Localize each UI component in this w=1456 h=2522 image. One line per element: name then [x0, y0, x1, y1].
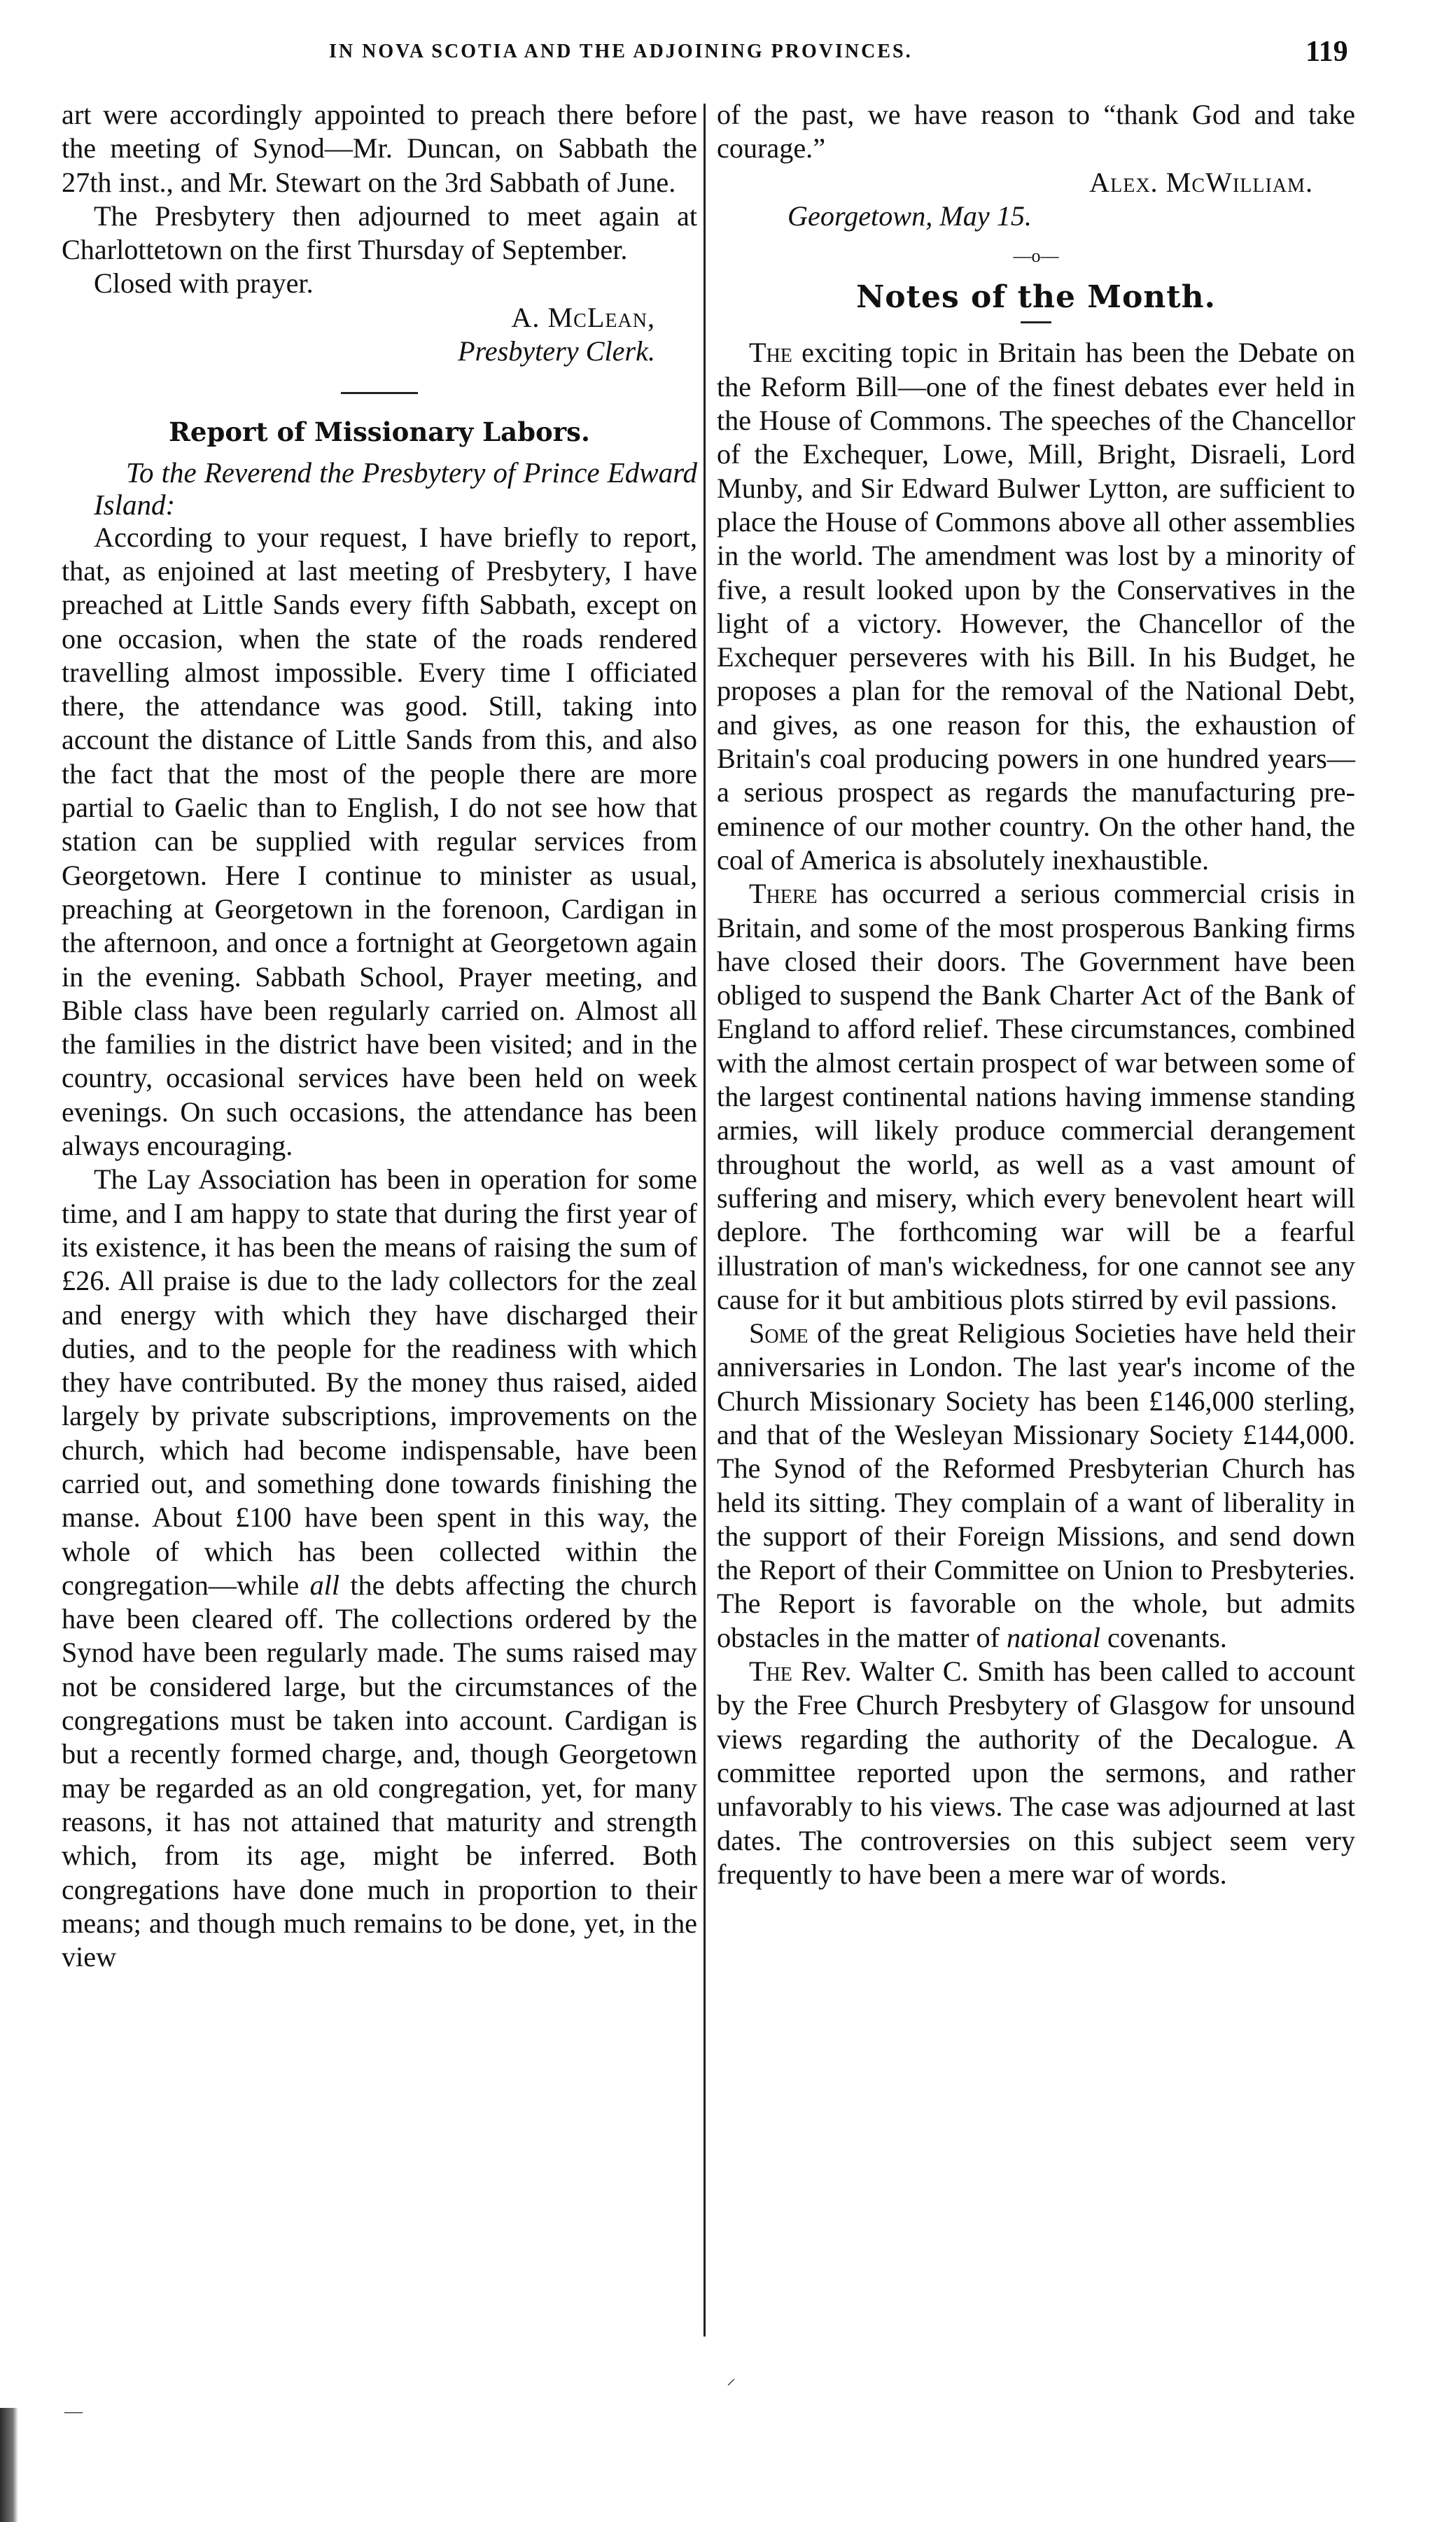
text-run: of the great Religious Societies have held their anniversaries in London. The last year's income of the Church Missionary Society has been £146,000 sterling, and that of the Wesleyan Missionary Society £144,000. The Synod of the Reformed Presbyterian Church has held its sitting. They complain of a want of liberality in the support of their Foreign Missions, and send down the Report of their Committee on Union to Presbyteries. The Report is favorable on the whole, but admits obstacles in the matter of [717, 1317, 1355, 1653]
lead-word: Some [749, 1317, 808, 1350]
paragraph [717, 336, 1355, 877]
signature [62, 301, 697, 335]
text-run: the debts affecting the church have been cleared off. The collections ordered by the Synod have been regularly made. The sums raised may not be considered large, but the circumstances of the congregations must be taken into account. Cardigan is but a recently formed charge, and, though Georgetown may be regarded as an old congregation, yet, for many reasons, it has not attained that maturity and strength which, from its age, might be inferred. Both congregations have done much in proportion to their means; and though much remains to be done, yet, in the view [62, 1569, 697, 1973]
scan-edge-shadow [0, 2408, 18, 2522]
section-divider [341, 392, 418, 394]
column-rule [704, 104, 706, 2337]
section-title: Notes of the Month. [856, 279, 1216, 316]
dateline: Georgetown, May 15. [788, 199, 1032, 232]
title-underline [1021, 321, 1051, 323]
signature-role-line [62, 335, 697, 368]
paragraph: of the past, we have reason to “thank God and take courage.” [717, 99, 1355, 164]
signature [717, 166, 1355, 199]
section-title: Report of Missionary Labors. [169, 416, 590, 448]
paragraph: The Presbytery then adjourned to meet again at Charlottetown on the first Thursday of September. [62, 199, 697, 266]
text-run: exciting topic in Britain has been the Debate on the Reform Bill—one of the finest debates ever held in the House of Commons. The speeches of the Chancellor of the Exchequer, Lowe, Mill, Bright, Disraeli, Lord Munby, and Sir Edward Bulwer Lytton, are sufficient to place the House of Commons above all other assemblies in the world. The amendment was lost by a minority of five, a result looked upon by the Conservatives in the light of a victory. However, the Chancellor of the Exchequer perseveres with his Bill. In his Budget, he proposes a plan for the removal of the National Debt, and gives, as one reason for this, the exhaustion of Britain's coal producing powers in one hundred years—a serious prospect as regards the manufacturing pre-eminence of our mother country. On the other hand, the coal of America is absolutely inexhaustible. [717, 337, 1355, 876]
letter-address: To the Reverend the Presbytery of Prince Edward Island: [94, 456, 697, 521]
lead-word: The [749, 1655, 792, 1688]
running-head: IN NOVA SCOTIA AND THE ADJOINING PROVINCES. [329, 41, 913, 62]
paragraph [717, 1317, 1355, 1655]
paragraph: Closed with prayer. [94, 267, 314, 300]
paragraph [62, 1163, 697, 1974]
right-column [717, 98, 1355, 1891]
text-run: Rev. Walter C. Smith has been called to account by the Free Church Presbytery of Glasgow for unsound views regarding the authority of the Decalogue. A committee reported upon the sermons, and rather unfavorably to his views. The case was adjourned at last dates. The controversies on this subject seem very frequently to have been a mere war of words. [717, 1655, 1355, 1890]
paragraph [717, 1655, 1355, 1891]
page-header [0, 36, 1456, 83]
text-run: covenants. [1107, 1621, 1227, 1653]
signature-role: Presbytery Clerk. [458, 335, 655, 367]
paragraph [717, 877, 1355, 1317]
lead-word: There [749, 878, 818, 910]
text-run: has occurred a serious commercial crisis in Britain, and some of the most prosperous Banking firms have closed their doors. The Government have been obliged to suspend the Bank Charter Act of the Bank of England to afford relief. These circumstances, combined with the almost certain prospect of war between some of the largest continental nations having immense standing armies, will likely produce commercial derangement throughout the world, as well as a vast amount of suffering and misery, which every benevolent heart will deplore. The forthcoming war will be a fearful illustration of man's wickedness, for one cannot see any cause for it but ambitious plots stirred by evil passions. [717, 878, 1355, 1315]
signature-name: Alex. McWilliam. [1089, 166, 1313, 198]
print-speck: ⸝ [727, 2368, 736, 2388]
emphasis: all [309, 1569, 340, 1601]
signature-name: A. McLean, [511, 301, 655, 333]
text-run: The Lay Association has been in operation for some time, and I am happy to state that during the first year of its existence, it has been the means of raising the sum of £26. All praise is due to the lady collectors for the zeal and energy with which they have discharged their duties, and to the people for the readiness with which they have contributed. By the money thus raised, aided largely by private subscriptions, improvements on the church, which had become indispensable, have been carried out, and something done towards finishing the manse. About £100 have been spent in this way, the whole of which has been collected within the congregation—while [62, 1163, 697, 1601]
left-column [62, 98, 697, 1974]
ornament-divider: —o— [1013, 246, 1059, 267]
lead-word: The [749, 337, 792, 369]
print-speck: — [64, 2401, 83, 2421]
paragraph: According to your request, I have briefly to report, that, as enjoined at last meeting of Presbytery, I have preached at Little Sands every fifth Sabbath, except on one occasion, when the state of the roads rendered travelling almost impossible. Every time I officiated there, the attendance was good. Still, taking into account the distance of Little Sands from this, and also the fact that the most of the people there are more partial to Gaelic than to English, I do not see how that station can be supplied with regular services from Georgetown. Here I continue to minister as usual, preaching at Georgetown in the forenoon, Cardigan in the afternoon, and once a fortnight at Georgetown again in the evening. Sabbath School, Prayer meeting, and Bible class have been regularly carried on. Almost all the families in the district have been visited; and in the country, occasional services have been held on week evenings. On such occasions, the attendance has been always encouraging. [62, 521, 697, 1162]
paragraph: art were accordingly appointed to preach there before the meeting of Synod—Mr. Duncan, on Sabbath the 27th inst., and Mr. Stewart on the 3rd Sabbath of June. [62, 99, 697, 198]
page-number: 119 [1306, 36, 1348, 68]
emphasis: national [1007, 1621, 1100, 1653]
